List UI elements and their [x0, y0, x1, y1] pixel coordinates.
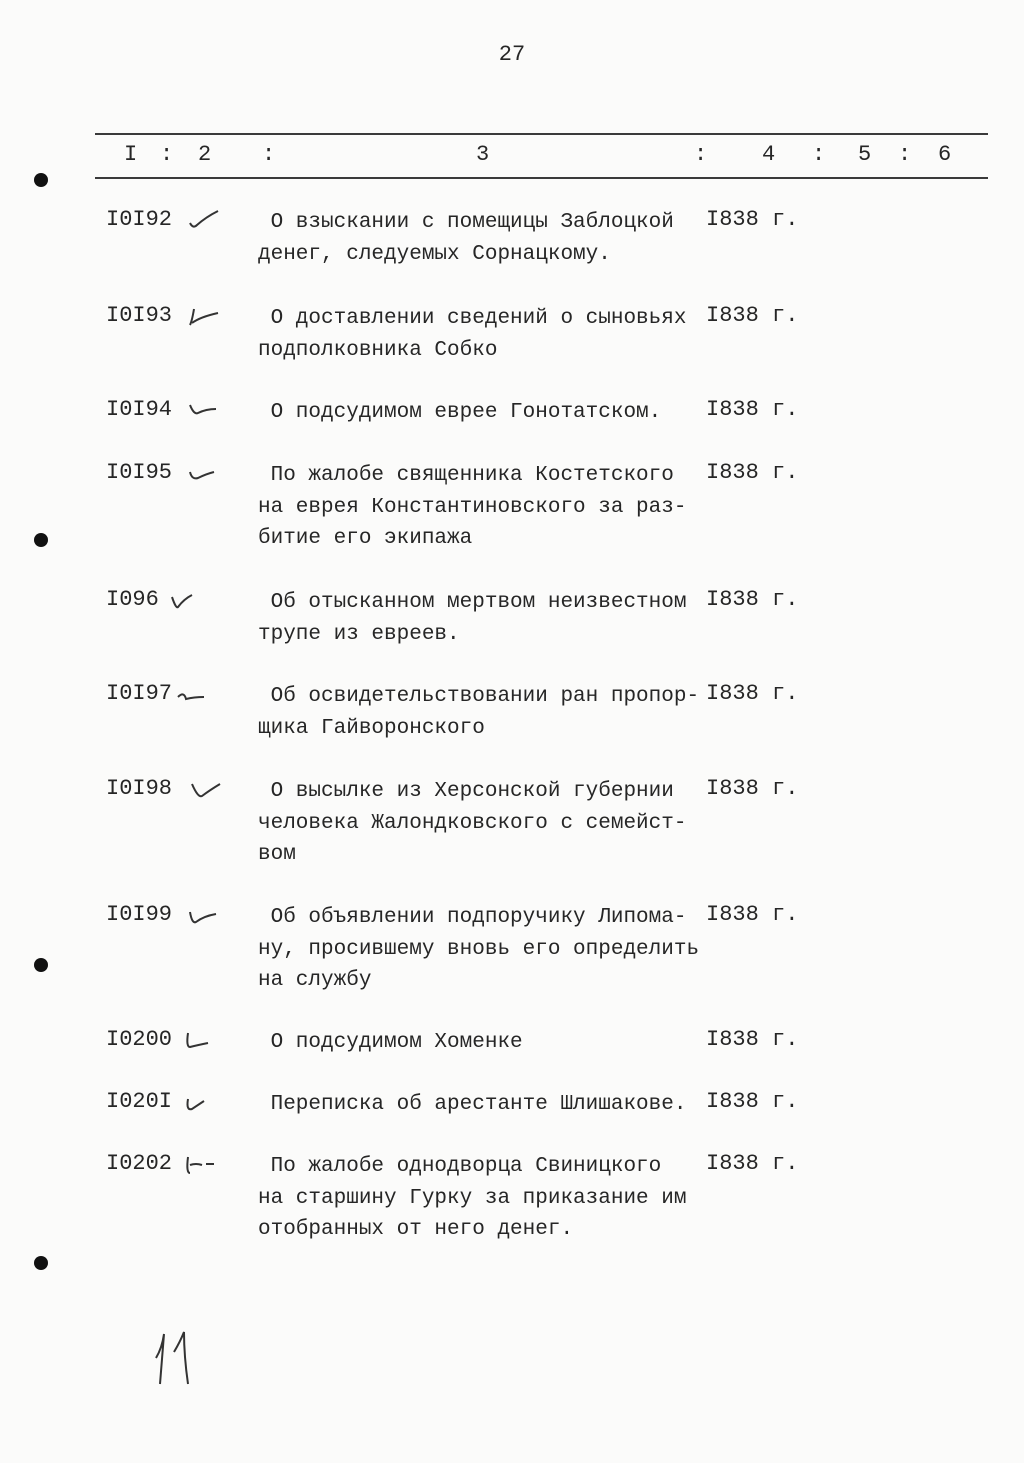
- header-col-6: 6: [938, 142, 952, 167]
- header-separator: :: [812, 142, 826, 167]
- case-number: I0202: [106, 1151, 173, 1176]
- case-year: I838 г.: [706, 902, 799, 927]
- punch-hole: [34, 1256, 48, 1270]
- case-year: I838 г.: [706, 1151, 799, 1176]
- header-separator: :: [262, 142, 276, 167]
- case-number: I0I94: [106, 397, 173, 422]
- case-description: Об отысканном мертвом неизвестном трупе из евреев.: [258, 591, 687, 646]
- case-number: I0I93: [106, 303, 173, 328]
- checkmark-icon: [182, 1153, 220, 1175]
- header-bottom-rule: [95, 177, 988, 179]
- case-number: I0I99: [106, 902, 173, 927]
- case-year: I838 г.: [706, 1089, 799, 1114]
- header-separator: :: [160, 142, 174, 167]
- case-year: I838 г.: [706, 587, 799, 612]
- header-col-5: 5: [858, 142, 872, 167]
- checkmark-icon: [182, 1029, 220, 1051]
- page-number: 27: [498, 42, 526, 67]
- case-year: I838 г.: [706, 207, 799, 232]
- punch-hole: [34, 533, 48, 547]
- header-col-1: I: [124, 142, 138, 167]
- header-col-3: 3: [476, 142, 490, 167]
- checkmark-icon: [168, 589, 206, 611]
- case-year: I838 г.: [706, 1027, 799, 1052]
- punch-hole: [34, 173, 48, 187]
- case-year: I838 г.: [706, 681, 799, 706]
- header-col-2: 2: [198, 142, 212, 167]
- case-year: I838 г.: [706, 460, 799, 485]
- case-description: О подсудимом еврее Гонотатском.: [258, 401, 662, 424]
- header-separator: :: [898, 142, 912, 167]
- header-top-rule: [95, 133, 988, 135]
- header-col-4: 4: [762, 142, 776, 167]
- case-description: Об объявлении подпоручику Липома- ну, просившему вновь его определить на службу: [258, 906, 700, 992]
- case-description: По жалобе однодворца Свиницкого на старшину Гурку за приказание им отобранных от него денег.: [258, 1155, 687, 1241]
- checkmark-icon: [182, 1091, 220, 1113]
- case-description: Об освидетельствовании ран пропор- щика Гайворонского: [258, 685, 700, 740]
- case-year: I838 г.: [706, 776, 799, 801]
- checkmark-icon: [186, 209, 224, 231]
- case-number: I0200: [106, 1027, 173, 1052]
- case-year: I838 г.: [706, 303, 799, 328]
- case-description: По жалобе священника Костетского на еврея Константиновского за раз- битие его экипажа: [258, 464, 687, 550]
- punch-hole: [34, 958, 48, 972]
- checkmark-icon: [186, 904, 224, 926]
- case-number: I0I92: [106, 207, 173, 232]
- header-separator: :: [694, 142, 708, 167]
- case-description: О доставлении сведений о сыновьях подполковника Собко: [258, 307, 687, 362]
- case-description: О взыскании с помещицы Заблоцкой денег, следуемых Сорнацкому.: [258, 211, 674, 266]
- checkmark-icon: [186, 462, 224, 484]
- case-number: I020I: [106, 1089, 173, 1114]
- case-year: I838 г.: [706, 397, 799, 422]
- case-number: I0I97: [106, 681, 173, 706]
- checkmark-icon: [186, 305, 224, 327]
- checkmark-icon: [186, 399, 224, 421]
- case-number: I0I95: [106, 460, 173, 485]
- handwritten-note: [150, 1328, 200, 1388]
- case-description: Переписка об арестанте Шлишакове.: [258, 1093, 687, 1116]
- checkmark-icon: [188, 778, 226, 800]
- case-number: I0I98: [106, 776, 173, 801]
- checkmark-icon: [174, 683, 212, 705]
- case-number: I096: [106, 587, 159, 612]
- case-description: О подсудимом Хоменке: [258, 1031, 523, 1054]
- case-description: О высылке из Херсонской губернии человека Жалондковского с семейст- вом: [258, 780, 687, 866]
